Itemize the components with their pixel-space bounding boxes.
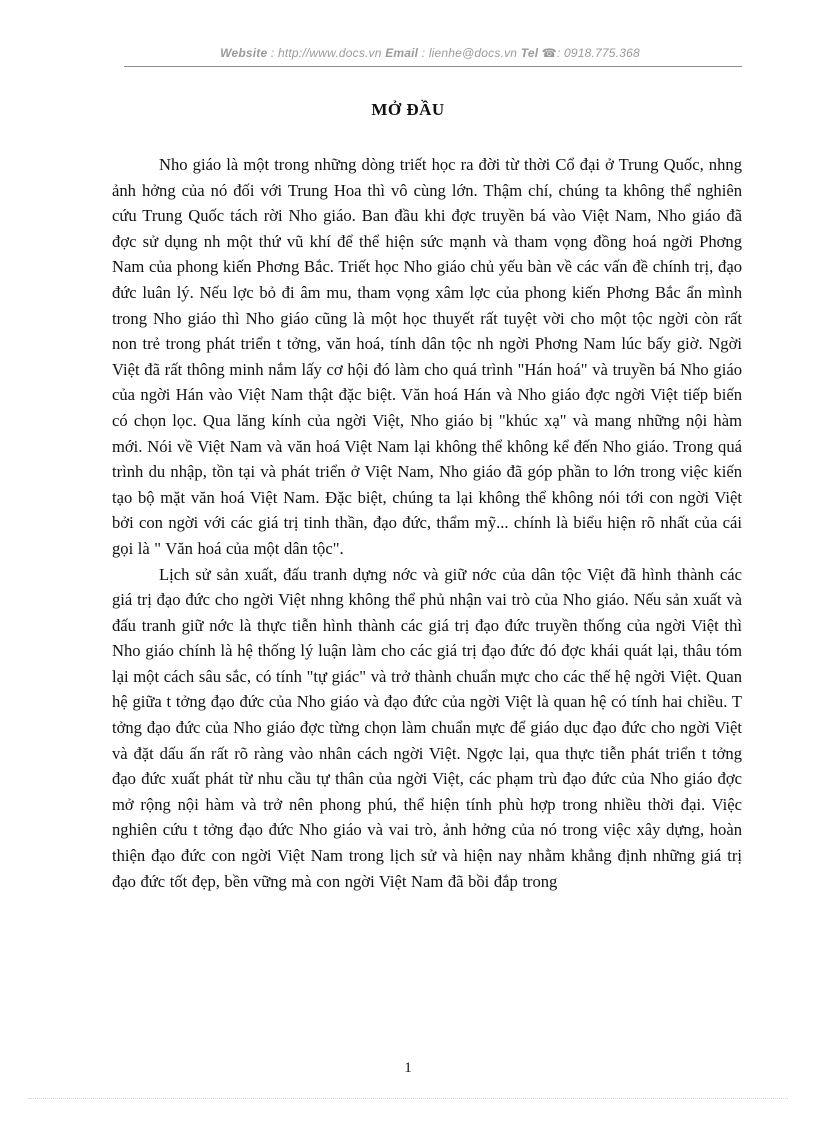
document-title: MỞ ĐẦU bbox=[371, 100, 445, 119]
tel-value: 0918.775.368 bbox=[564, 46, 640, 60]
tel-label: Tel bbox=[520, 46, 539, 60]
website-value: http://www.docs.vn bbox=[277, 46, 382, 60]
page-header: Website : http://www.docs.vn Email : lienhe@docs.vn Tel ☎: 0918.775.368 bbox=[220, 46, 640, 60]
header-divider bbox=[124, 66, 742, 67]
footer-divider bbox=[28, 1098, 788, 1099]
email-label: Email bbox=[385, 46, 419, 60]
document-body bbox=[112, 152, 742, 894]
website-label: Website bbox=[220, 46, 268, 60]
email-value: lienhe@docs.vn bbox=[428, 46, 518, 60]
paragraph-1: Nho giáo là một trong những dòng triết học ra đời từ thời Cổ đại ở Trung Quốc, nhng ảnh hởng của nó đối với Trung Hoa thì vô cùng lớn. Thậm chí, chúng ta không thể nghiên cứu Trung Quốc tách rời Nho giáo. Ban đầu khi đợc truyền bá vào Việt Nam, Nho giáo đã đợc sử dụng nh một thứ vũ khí để thể hiện sức mạnh và tham vọng đồng hoá ngời Phơng Nam của phong kiến Phơng Bắc. Triết học Nho giáo chủ yếu bàn về các vấn đề chính trị, đạo đức luân lý. Nếu lợc bỏ đi âm mu, tham vọng xâm lợc của phong kiến Phơng Bắc ẩn mình trong Nho giáo thì Nho giáo cũng là một học thuyết rất tuyệt vời cho một tộc ngời còn rất non trẻ trong phát triển t tởng, văn hoá, tính dân tộc nh ngời Phơng Nam lúc bấy giờ. Ngời Việt đã rất thông minh nắm lấy cơ hội đó làm cho quá trình "Hán hoá" và truyền bá Nho giáo của ngời Hán vào Việt Nam thật đặc biệt. Văn hoá Hán và Nho giáo đợc ngời Việt tiếp biến có chọn lọc. Qua lăng kính của ngời Việt, Nho giáo bị "khúc xạ" và mang những nội hàm mới. Nói về Việt Nam và văn hoá Việt Nam lại không thể không kể đến Nho giáo. Trong quá trình du nhập, tồn tại và phát triển ở Việt Nam, Nho giáo đã góp phần to lớn trong việc kiến tạo bộ mặt văn hoá Việt Nam. Đặc biệt, chúng ta lại không thể không nói tới con ngời Việt bởi con ngời với các giá trị tinh thần, đạo đức, thẩm mỹ... chính là biểu hiện rõ nhất của cái gọi là " Văn hoá của một dân tộc". bbox=[112, 155, 742, 558]
paragraph-2: Lịch sử sản xuất, đấu tranh dựng nớc và giữ nớc của dân tộc Việt đã hình thành các giá trị đạo đức cho ngời Việt nhng không thể phủ nhận vai trò của Nho giáo. Nếu sản xuất và đấu tranh giữ nớc là thực tiễn hình thành các giá trị đạo đức truyền thống của ngời Việt thì Nho giáo chính là hệ thống lý luận làm cho các giá trị đạo đức đó đợc khái quát lại, thâu tóm lại một cách sâu sắc, có tính "tự giác" và trở thành chuẩn mực cho các thế hệ ngời Việt. Quan hệ giữa t tởng đạo đức của Nho giáo và đạo đức của ngời Việt là quan hệ có tính hai chiều. T tởng đạo đức của Nho giáo đợc từng chọn làm chuẩn mực để giáo dục đạo đức cho ngời Việt và đặt dấu ấn rất rõ ràng vào nhân cách ngời Việt. Ngợc lại, qua thực tiễn phát triển t tởng đạo đức xuất phát từ nhu cầu tự thân của ngời Việt, các phạm trù đạo đức của Nho giáo đợc mở rộng nội hàm và trở nên phong phú, thể hiện tính phù hợp trong nhiều thời đại. Việc nghiên cứu t tởng đạo đức Nho giáo và vai trò, ảnh hởng của nó trong việc xây dựng, hoàn thiện đạo đức con ngời Việt Nam trong lịch sử và hiện nay nhằm khẳng định những giá trị đạo đức tốt đẹp, bền vững mà con ngời Việt Nam đã bồi đắp trong bbox=[112, 564, 742, 891]
phone-icon: ☎ bbox=[541, 46, 557, 60]
page-number: 1 bbox=[404, 1060, 412, 1076]
